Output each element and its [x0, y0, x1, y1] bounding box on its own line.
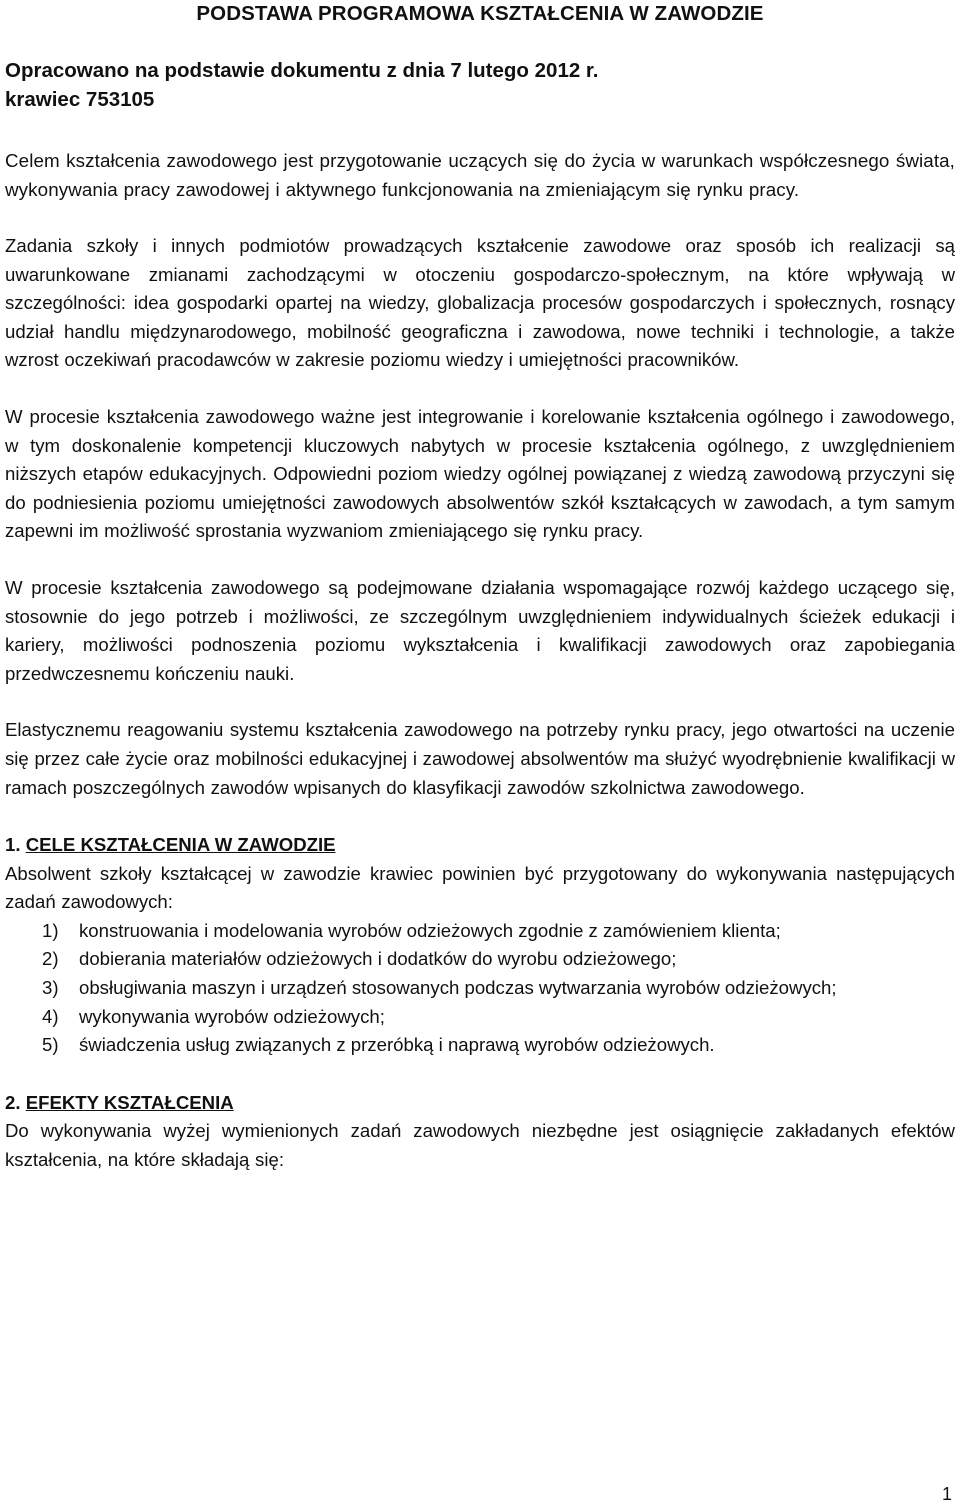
list-item-text: obsługiwania maszyn i urządzeń stosowanych podczas wytwarzania wyrobów odzieżowych; — [79, 977, 837, 999]
section-intro: Do wykonywania wyżej wymienionych zadań zawodowych niezbędne jest osiągnięcie zakładanych efektów kształcenia, na które składają się: — [5, 1120, 955, 1171]
list-item-text: dobierania materiałów odzieżowych i dodatków do wyrobu odzieżowego; — [79, 948, 677, 970]
list-item — [5, 917, 955, 946]
list-item-number: 5) — [42, 1034, 59, 1056]
list-item — [5, 1031, 955, 1060]
paragraph: W procesie kształcenia zawodowego ważne jest integrowanie i korelowanie kształcenia ogólnego i zawodowego, w tym doskonalenie kompetencji kluczowych nabytych w procesie kształcenia ogólnego, z uwzględnieniem niższych etapów edukacyjnych. Odpowiedni poziom wiedzy ogólnej powiązanej z wiedzą zawodową przyczyni się do podniesienia poziomu umiejętności zawodowych absolwentów szkół kształcących w zawodach, a tym samym zapewni im możliwość sprostania wyzwaniom zmieniającego się rynku pracy. — [5, 405, 955, 542]
list-item-number: 1) — [42, 919, 59, 941]
section-intro: Absolwent szkoły kształcącej w zawodzie krawiec powinien być przygotowany do wykonywania następujących zadań zawodowych: — [5, 862, 955, 913]
list-item-text: konstruowania i modelowania wyrobów odzieżowych zgodnie z zamówieniem klienta; — [79, 919, 781, 941]
paragraph: Zadania szkoły i innych podmiotów prowadzących kształcenie zawodowe oraz sposób ich realizacji są uwarunkowane zmianami zachodzącymi w otoczeniu gospodarczo-społecznym, na które wpływają w szczególności: idea gospodarki opartej na wiedzy, globalizacja procesów gospodarczych i społecznych, rosnący udział handlu międzynarodowego, mobilność geograficzna i zawodowa, nowe techniki i technologie, a także wzrost oczekiwań pracodawców w zakresie poziomu wiedzy i umiejętności pracowników. — [5, 235, 955, 371]
list-item-text: wykonywania wyrobów odzieżowych; — [79, 1005, 385, 1027]
section-title: CELE KSZTAŁCENIA W ZAWODZIE — [25, 834, 336, 856]
section-heading — [5, 1089, 955, 1118]
document-subtitle: Opracowano na podstawie dokumentu z dnia 7 lutego 2012 r. — [5, 59, 599, 82]
section-number: 1. — [5, 834, 21, 856]
list-item-text: świadczenia usług związanych z przeróbką i naprawą wyrobów odzieżowych. — [79, 1034, 715, 1056]
list-item — [5, 1003, 955, 1032]
paragraph: Elastycznemu reagowaniu systemu kształcenia zawodowego na potrzeby rynku pracy, jego otwartości na uczenie się przez całe życie oraz mobilności edukacyjnej i zawodowej absolwentów ma służyć wyodrębnienie kwalifikacji w ramach poszczególnych zawodów wpisanych do klasyfikacji zawodów szkolnictwa zawodowego. — [5, 719, 955, 798]
section-number: 2. — [5, 1091, 21, 1113]
profession-name: krawiec 753105 — [5, 88, 155, 111]
section-heading — [5, 831, 955, 860]
paragraph: Celem kształcenia zawodowego jest przygotowanie uczących się do życia w warunkach współczesnego świata, wykonywania pracy zawodowej i aktywnego funkcjonowania na zmieniającym się rynku pracy. — [5, 150, 955, 200]
paragraph: W procesie kształcenia zawodowego są podejmowane działania wspomagające rozwój każdego uczącego się, stosownie do jego potrzeb i możliwości, ze szczególnym uwzględnieniem indywidualnych ścieżek edukacji i kariery, możliwości podnoszenia poziomu wykształcenia i kwalifikacji zawodowych oraz zapobiegania przedwczesnemu kończeniu nauki. — [5, 576, 955, 684]
list-item — [5, 974, 955, 1003]
list-item-number: 2) — [42, 948, 59, 970]
list-item — [5, 945, 955, 974]
list-item-number: 4) — [42, 1005, 59, 1027]
section-title: EFEKTY KSZTAŁCENIA — [25, 1091, 234, 1113]
list-item-number: 3) — [42, 977, 59, 999]
document-title: PODSTAWA PROGRAMOWA KSZTAŁCENIA W ZAWODZIE — [196, 2, 764, 25]
task-list — [5, 917, 955, 1060]
page-number: 1 — [941, 1484, 952, 1504]
document-page — [5, 0, 955, 1509]
